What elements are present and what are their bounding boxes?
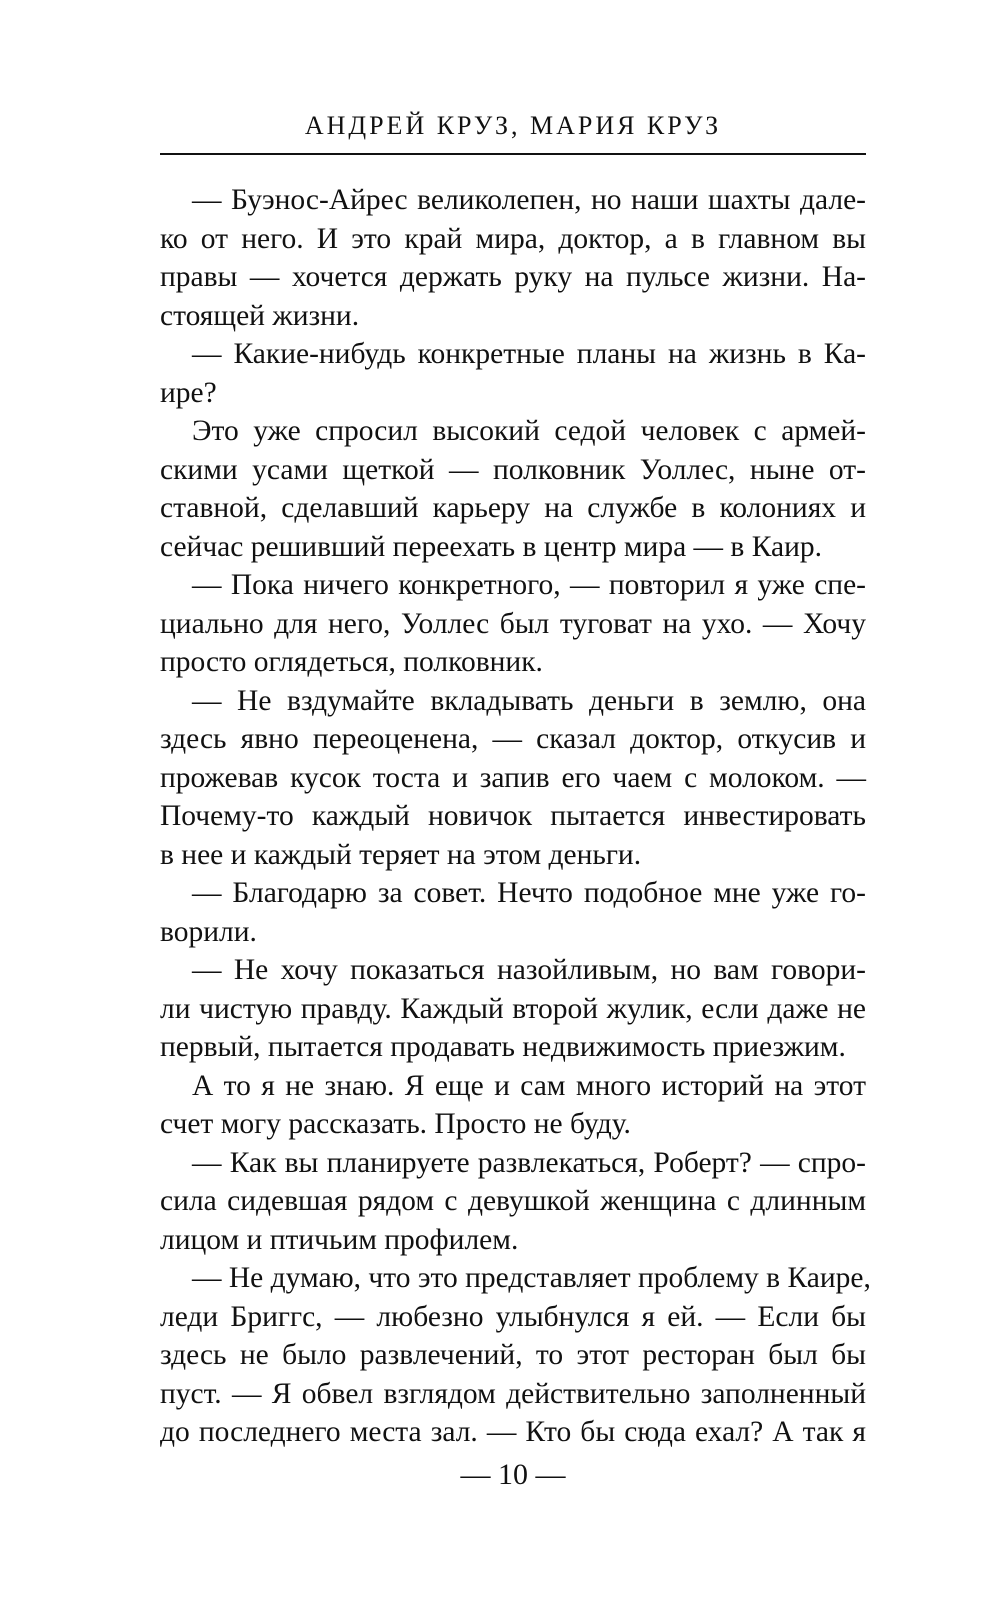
header-rule (160, 153, 866, 155)
text-line: Это уже спросил высокий седой человек с армей- (192, 415, 866, 447)
text-line: ире? (160, 376, 217, 409)
text-line: сейчас решивший переехать в центр мира — в Каир. (160, 530, 823, 563)
text-line: ко от него. И это край мира, доктор, а в главном вы (160, 222, 866, 255)
text-line: — Буэнос-Айрес великолепен, но наши шахты дале- (192, 184, 866, 216)
text-line: Почему-то каждый новичок пытается инвестировать (160, 800, 866, 832)
text-line: в нее и каждый теряет на этом деньги. (160, 838, 642, 871)
text-line: прожевав кусок тоста и запив его чаем с молоком. — (160, 761, 866, 794)
text-line: сила сидевшая рядом с девушкой женщина с длинным (160, 1185, 866, 1217)
text-line: — Как вы планируете развлекаться, Роберт? — спро- (192, 1146, 866, 1179)
text-line: циально для него, Уоллес был туговат на ухо. — Хочу (160, 607, 866, 640)
text-line: правы — хочется держать руку на пульсе жизни. На- (160, 261, 866, 293)
text-line: А то я не знаю. Я еще и сам много историй на этот (192, 1069, 866, 1102)
text-line: — Благодарю за совет. Нечто подобное мне уже го- (192, 877, 866, 909)
text-line: — Не вздумайте вкладывать деньги в землю, она (192, 684, 866, 717)
text-line: — Не думаю, что это представляет проблему в Каире, (192, 1262, 871, 1294)
running-header: АНДРЕЙ КРУЗ, МАРИЯ КРУЗ (304, 111, 722, 140)
page-number: — 10 — (460, 1458, 566, 1491)
text-line: стоящей жизни. (160, 299, 360, 332)
body-text (160, 181, 871, 1452)
text-line: ставной, сделавший карьеру на службе в колониях и (160, 492, 866, 524)
text-line: — Какие-нибудь конкретные планы на жизнь в Ка- (192, 338, 866, 370)
text-line: здесь не было развлечений, то этот ресторан был бы (160, 1339, 866, 1371)
text-line: до последнего места зал. — Кто бы сюда ехал? А так я (160, 1416, 866, 1448)
text-line: здесь явно переоценена, — сказал доктор, откусив и (160, 723, 866, 755)
text-line: лицом и птичьим профилем. (160, 1223, 519, 1256)
text-line: просто оглядеться, полковник. (160, 646, 543, 678)
text-line: первый, пытается продавать недвижимость приезжим. (160, 1031, 846, 1063)
text-line: пуст. — Я обвел взглядом действительно заполненный (160, 1377, 866, 1410)
text-line: скими усами щеткой — полковник Уоллес, ныне от- (160, 453, 866, 486)
text-line: счет могу рассказать. Просто не буду. (160, 1108, 631, 1140)
text-line: ли чистую правду. Каждый второй жулик, если даже не (160, 992, 866, 1025)
text-line: — Не хочу показаться назойливым, но вам говори- (192, 954, 866, 986)
text-line: — Пока ничего конкретного, — повторил я уже спе- (192, 569, 866, 601)
text-line: леди Бриггс, — любезно улыбнулся я ей. — Если бы (160, 1300, 866, 1333)
text-line: ворили. (160, 915, 257, 948)
